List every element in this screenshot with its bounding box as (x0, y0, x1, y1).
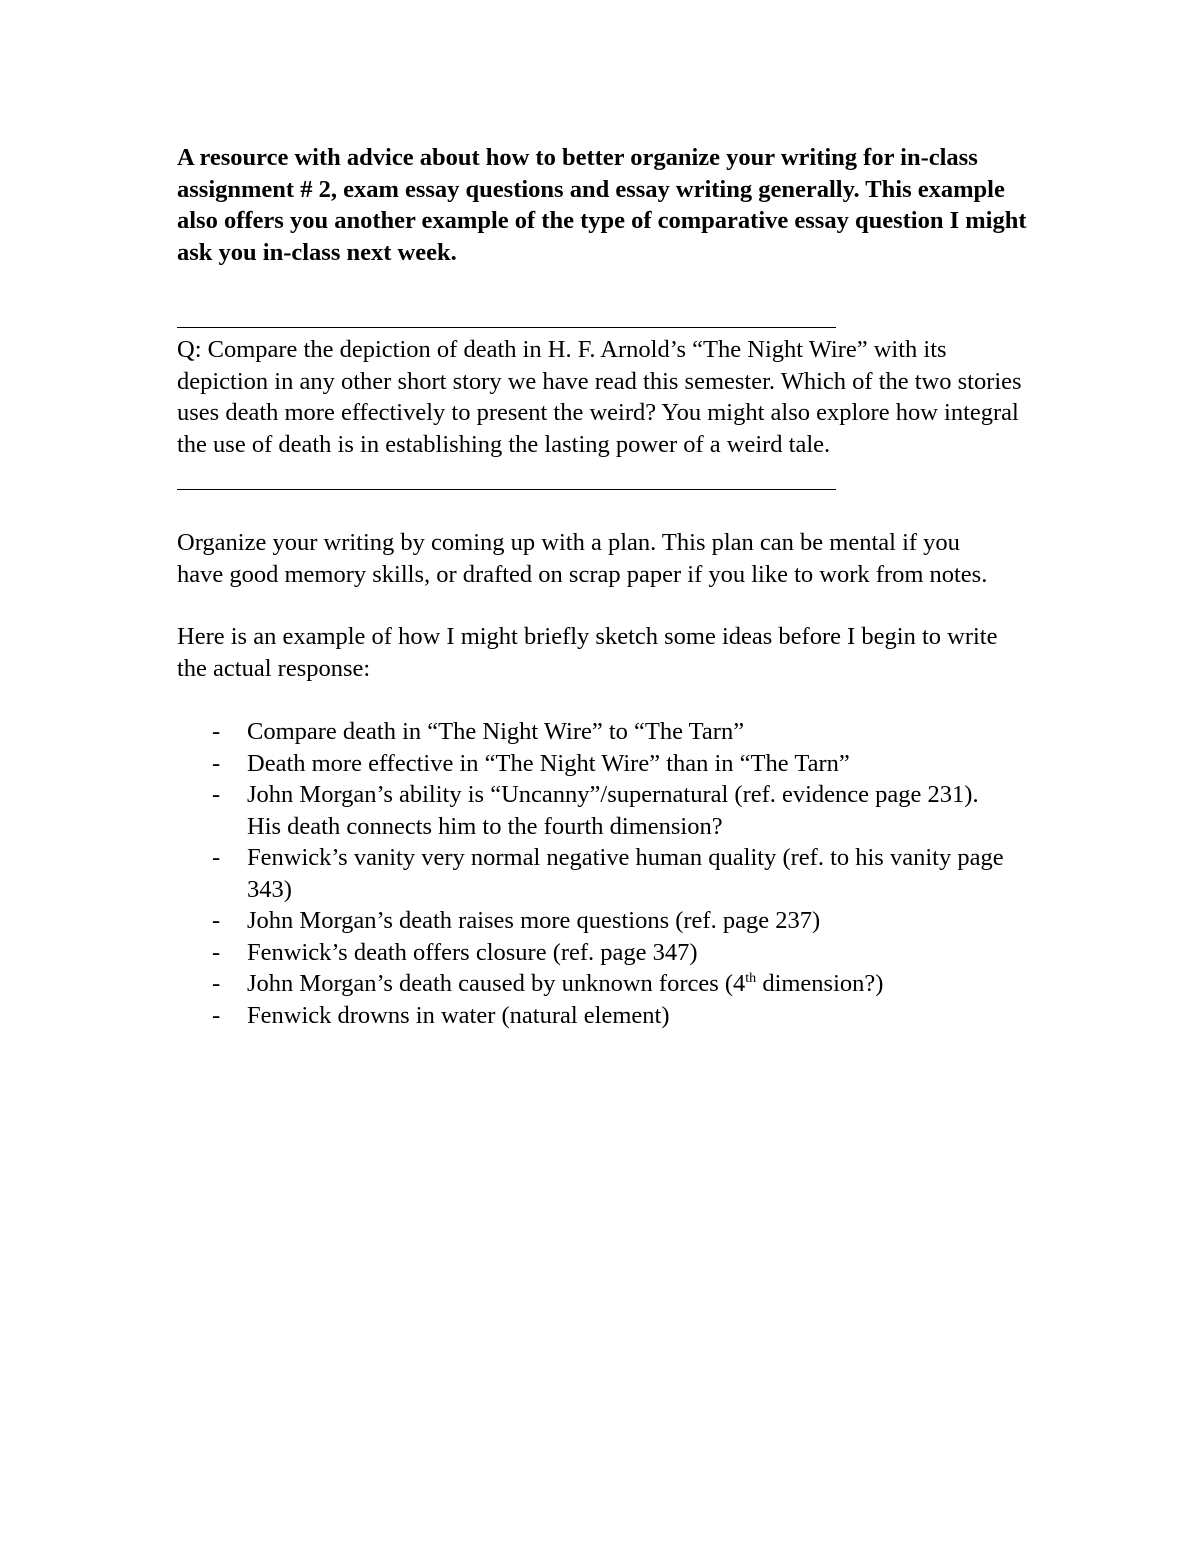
example-intro-paragraph: Here is an example of how I might briefly sketch some ideas before I begin to write the actual response: (177, 623, 998, 682)
list-item-text: Fenwick drowns in water (natural element) (247, 1001, 670, 1029)
bullet-dash: - (212, 718, 221, 745)
divider-line-bottom (177, 489, 836, 490)
bullet-dash: - (212, 844, 221, 871)
list-item-text (247, 970, 883, 997)
divider-line-top (177, 327, 836, 328)
bullet-dash: - (212, 938, 221, 966)
bullet-dash: - (212, 1001, 221, 1029)
list-item-text: Death more effective in “The Night Wire” than in “The Tarn” (247, 749, 850, 777)
document-content (177, 142, 1037, 1031)
document-heading: A resource with advice about how to better organize your writing for in-class assignment # 2, exam essay questions and essay writing generally. This example also offers you another example of the type of comparative essay question I might ask you in-class next week. (177, 144, 1027, 266)
organize-paragraph: Organize your writing by coming up with a plan. This plan can be mental if you have good memory skills, or drafted on scrap paper if you like to work from notes. (177, 529, 988, 588)
bullet-dash: - (212, 907, 221, 934)
list-item-text: Compare death in “The Night Wire” to “The Tarn” (247, 718, 745, 745)
list-item-text-after: dimension?) (756, 970, 884, 997)
list-item (177, 716, 1017, 748)
idea-sketch-list (177, 716, 1037, 1031)
bullet-dash: - (212, 970, 221, 997)
ordinal-superscript: th (745, 970, 757, 986)
list-item (177, 905, 1017, 937)
list-item-text: John Morgan’s death raises more questions (ref. page 237) (247, 907, 821, 934)
list-item (177, 1000, 1017, 1032)
list-item (177, 842, 1017, 905)
list-item (177, 779, 1017, 842)
list-item-text: Fenwick’s death offers closure (ref. page 347) (247, 938, 698, 966)
bullet-dash: - (212, 749, 221, 777)
list-item-text: Fenwick’s vanity very normal negative human quality (ref. to his vanity page 343) (247, 844, 1004, 903)
list-item (177, 937, 1017, 969)
list-item (177, 968, 1017, 1000)
bullet-dash: - (212, 781, 221, 808)
list-item-text: John Morgan’s ability is “Uncanny”/supernatural (ref. evidence page 231). His death connects him to the fourth dimension? (247, 781, 979, 840)
essay-question: Q: Compare the depiction of death in H. F. Arnold’s “The Night Wire” with its depiction in any other short story we have read this semester. Which of the two stories uses death more effectively to present the weird? You might also explore how integral the use of death is in establishing the lasting power of a weird tale. (177, 336, 1022, 458)
list-item-text-before: John Morgan’s death caused by unknown forces (4 (247, 970, 746, 997)
list-item (177, 748, 1017, 780)
